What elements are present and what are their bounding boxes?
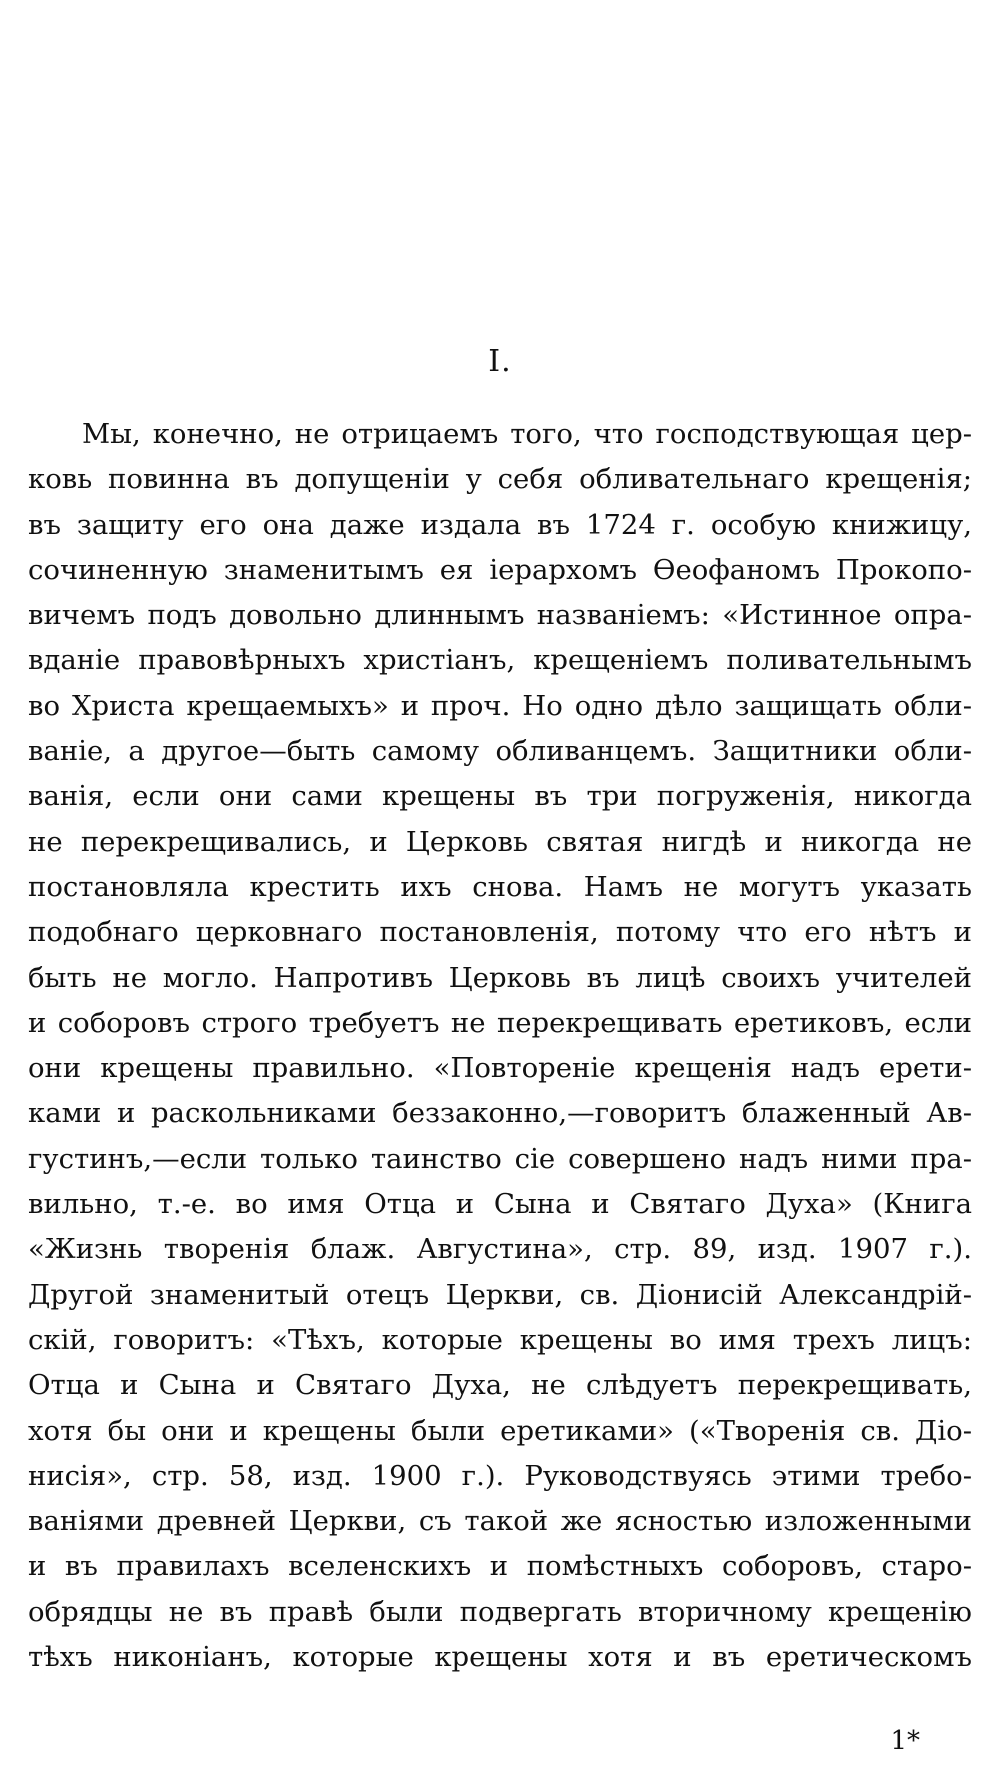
text-line: постановляла крестить ихъ снова. Намъ не могутъ указать (28, 870, 972, 903)
text-line: Отца и Сына и Святаго Духа, не слѣдуетъ перекрещивать, (28, 1369, 972, 1402)
text-line: «Жизнь творенія блаж. Августина», стр. 89, изд. 1907 г.). (28, 1233, 972, 1266)
text-line: во Христа крещаемыхъ» и проч. Но одно дѣло защищать обли- (28, 689, 972, 722)
text-line: Мы, конечно, не отрицаемъ того, что господствующая цер- (82, 418, 972, 450)
text-line: вильно, т.-е. во имя Отца и Сына и Святаго Духа» (Книга (28, 1188, 972, 1221)
text-line: въ защиту его она даже издала въ 1724 г. особую книжицу, (28, 508, 972, 541)
body-text (28, 412, 972, 1680)
text-line: густинъ,—если только таинство сіе совершено надъ ними пра- (28, 1142, 972, 1175)
text-line: они крещены правильно. «Повтореніе крещенія надъ ерети- (28, 1052, 972, 1085)
text-line: обрядцы не въ правѣ были подвергать вторичному крещенію (28, 1595, 972, 1628)
text-line: вданіе правовѣрныхъ христіанъ, крещеніемъ поливательнымъ (28, 644, 972, 677)
text-line: ванія, если они сами крещены въ три погруженія, никогда (28, 780, 972, 813)
text-line: ваніями древней Церкви, съ такой же ясностью изложенными (28, 1505, 972, 1538)
text-line: нисія», стр. 58, изд. 1900 г.). Руководствуясь этими требо- (28, 1459, 972, 1492)
text-line: ками и раскольниками беззаконно,—говоритъ блаженный Ав- (28, 1097, 972, 1130)
signature-mark: 1* (890, 1726, 920, 1756)
chapter-number: I. (488, 344, 512, 379)
text-line: ваніе, а другое—быть самому обливанцемъ. Защитники обли- (28, 735, 972, 768)
text-line: скій, говоритъ: «Тѣхъ, которые крещены во имя трехъ лицъ: (28, 1323, 972, 1356)
text-line: и соборовъ строго требуетъ не перекрещивать еретиковъ, если (28, 1006, 972, 1039)
text-line: вичемъ подъ довольно длиннымъ названіемъ: «Истинное опра- (28, 599, 972, 632)
text-line: хотя бы они и крещены были еретиками» («Творенія св. Діо- (28, 1414, 972, 1447)
text-line: и въ правилахъ вселенскихъ и помѣстныхъ соборовъ, старо- (28, 1550, 972, 1583)
text-line: быть не могло. Напротивъ Церковь въ лицѣ своихъ учителей (28, 961, 972, 994)
text-line: ковь повинна въ допущеніи у себя обливательнаго крещенія; (28, 463, 972, 496)
text-line: Другой знаменитый отецъ Церкви, св. Діонисій Александрій- (28, 1278, 972, 1311)
text-line: тѣхъ никоніанъ, которые крещены хотя и въ еретическомъ (28, 1641, 972, 1674)
text-line: подобнаго церковнаго постановленія, потому что его нѣтъ и (28, 916, 972, 949)
text-line: не перекрещивались, и Церковь святая нигдѣ и никогда не (28, 825, 972, 858)
text-line: сочиненную знаменитымъ ея іерархомъ Ѳеофаномъ Прокопо- (28, 553, 972, 586)
